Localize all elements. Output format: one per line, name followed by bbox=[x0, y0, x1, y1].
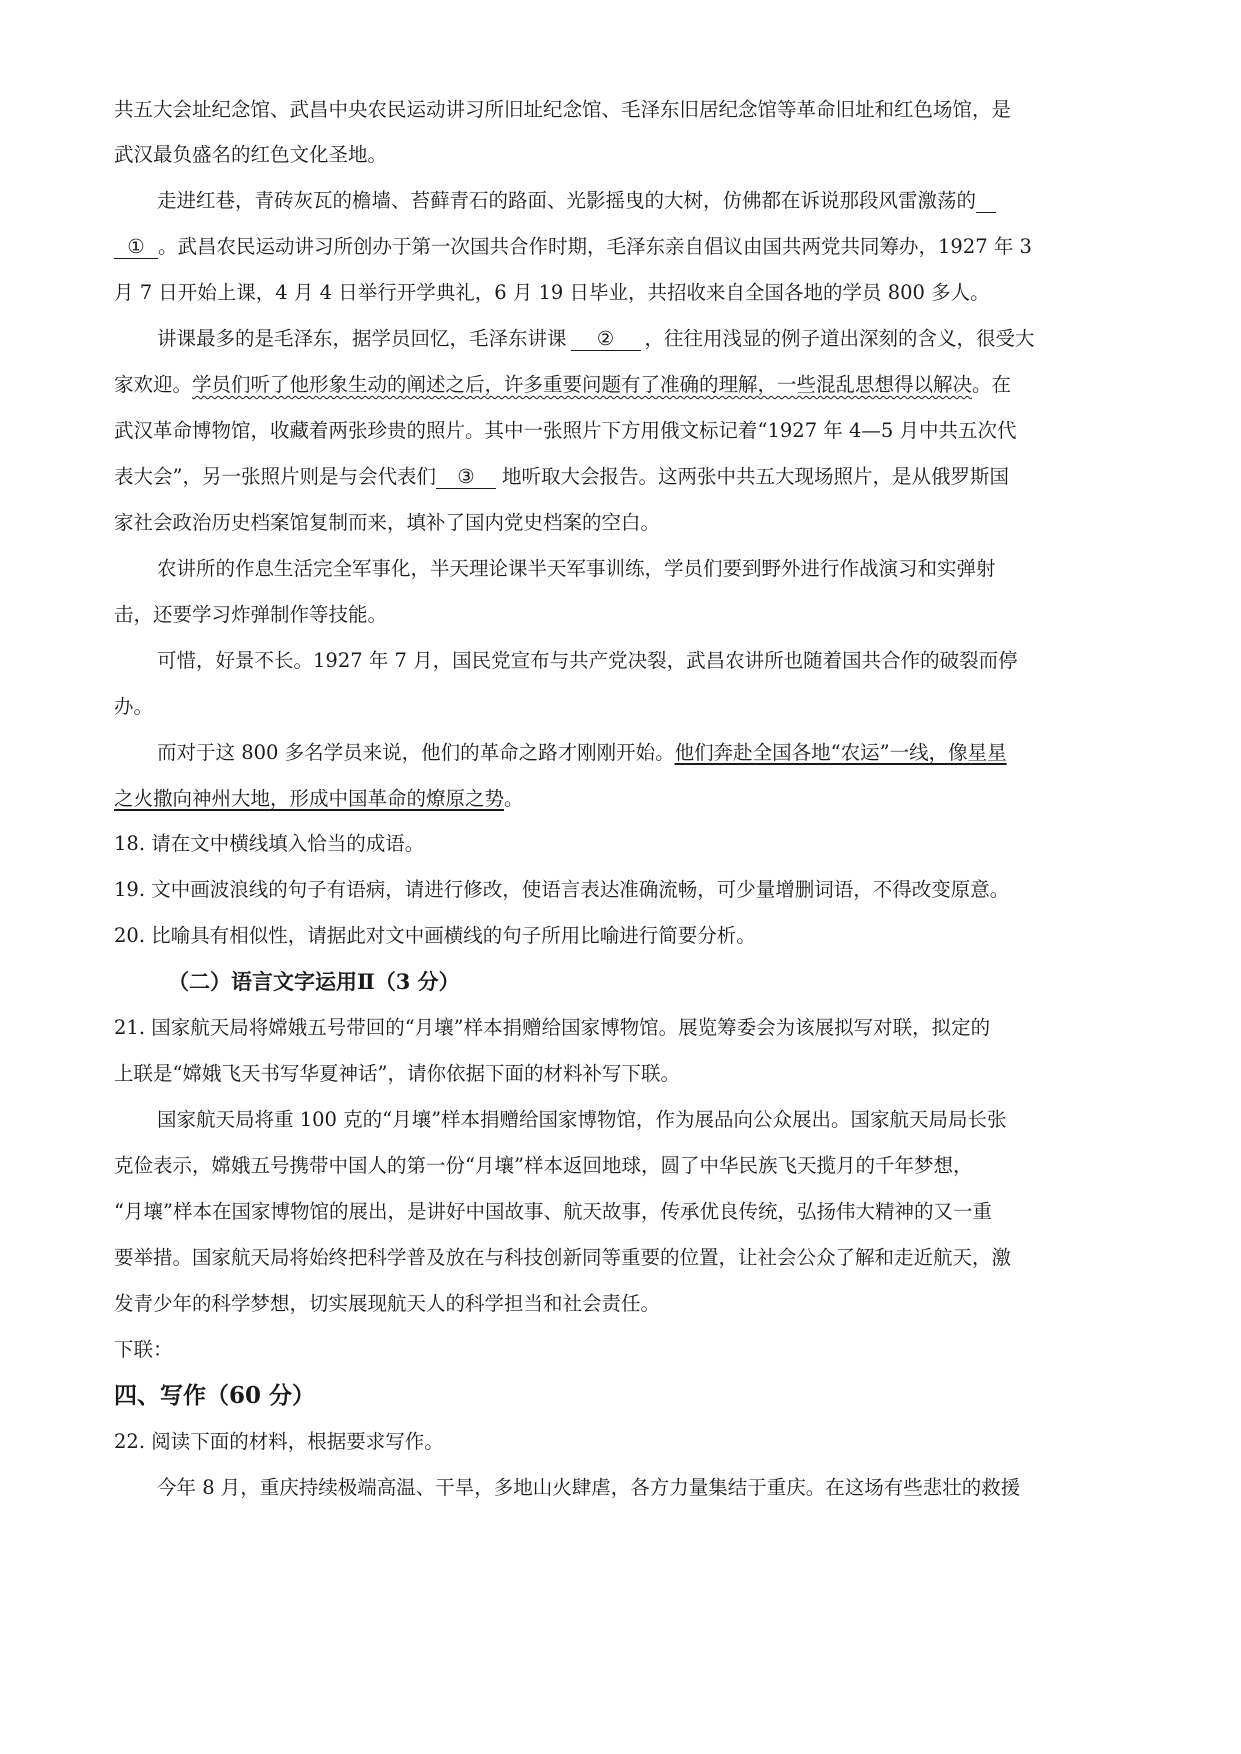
passage-line-1: 共五大会址纪念馆、武昌中央农民运动讲习所旧址纪念馆、毛泽东旧居纪念馆等革命旧址和红色场馆，是 bbox=[114, 98, 1012, 121]
passage-text: 地听取大会报告。这两张中共五大现场照片，是从俄罗斯国 bbox=[501, 465, 1009, 488]
passage-line-8: 武汉革命博物馆，收藏着两张珍贵的照片。其中一张照片下方用俄文标记着“1927 年 4—5 月中共五次代 bbox=[114, 419, 1017, 442]
blank-1: ① bbox=[114, 236, 158, 259]
material-line-4: 要举措。国家航天局将始终把科学普及放在与科技创新同等重要的位置，让社会公众了解和走近航天，激 bbox=[114, 1246, 1012, 1269]
question-20: 20. 比喻具有相似性，请据此对文中画横线的句子所用比喻进行简要分析。 bbox=[114, 924, 756, 947]
passage-line-5: 月 7 日开始上课，4 月 4 日举行开学典礼，6 月 19 日毕业，共招收来自全国各地的学员 800 多人。 bbox=[114, 281, 990, 304]
blank-1-tail bbox=[976, 190, 996, 213]
passage-line-10: 家社会政治历史档案馆复制而来，填补了国内党史档案的空白。 bbox=[114, 511, 661, 534]
passage-text: 。在 bbox=[972, 373, 1012, 396]
passage-line-4 bbox=[114, 233, 1032, 261]
material-line-2: 克俭表示，嫦娥五号携带中国人的第一份“月壤”样本返回地球，圆了中华民族飞天揽月的千年梦想， bbox=[114, 1154, 973, 1177]
passage-text: ，往往用浅显的例子道出深刻的含义，很受大 bbox=[644, 327, 1035, 350]
wavy-underlined-sentence: 学员们听了他形象生动的阐述之后，许多重要问题有了准确的理解，一些混乱思想得以解决 bbox=[192, 373, 973, 396]
passage-line-13: 可惜，好景不长。1927 年 7 月，国民党宣布与共产党决裂，武昌农讲所也随着国共合作的破裂而停 bbox=[157, 649, 1018, 672]
question-19: 19. 文中画波浪线的句子有语病，请进行修改，使语言表达准确流畅，可少量增删词语，不得改变原意。 bbox=[114, 878, 1010, 901]
underlined-sentence: 他们奔赴全国各地“农运”一线，像星星 bbox=[674, 741, 1007, 764]
passage-text: 家欢迎。 bbox=[114, 373, 193, 396]
passage-line-9 bbox=[114, 463, 1009, 491]
passage-text: 。武昌农民运动讲习所创办于第一次国共合作时期，毛泽东亲自倡议由国共两党共同筹办，1927 年 3 bbox=[158, 235, 1032, 258]
underlined-sentence: 之火撒向神州大地，形成中国革命的燎原之势 bbox=[114, 787, 505, 810]
question-22: 22. 阅读下面的材料，根据要求写作。 bbox=[114, 1430, 444, 1453]
passage-text: 表大会”，另一张照片则是与会代表们 bbox=[114, 465, 436, 488]
answer-label: 下联： bbox=[114, 1338, 173, 1361]
passage-line-14: 办。 bbox=[114, 695, 154, 718]
passage-line-3 bbox=[157, 187, 996, 215]
blank-3: ③ bbox=[436, 466, 496, 489]
passage-text: 。 bbox=[504, 787, 524, 810]
passage-text: 走进红巷，青砖灰瓦的檐墙、苔藓青石的路面、光影摇曳的大树，仿佛都在诉说那段风雷激荡的 bbox=[157, 189, 977, 212]
passage-line-6 bbox=[157, 325, 1035, 353]
blank-2: ② bbox=[571, 328, 641, 351]
passage-text: 而对于这 800 多名学员来说，他们的革命之路才刚刚开始。 bbox=[157, 741, 675, 764]
material-line-3: “月壤”样本在国家博物馆的展出，是讲好中国故事、航天故事，传承优良传统，弘扬伟大精神的又一重 bbox=[114, 1200, 992, 1223]
material-line-1: 国家航天局将重 100 克的“月壤”样本捐赠给国家博物馆，作为展品向公众展出。国家航天局局长张 bbox=[157, 1108, 1007, 1131]
passage-text: 讲课最多的是毛泽东，据学员回忆，毛泽东讲课 bbox=[157, 327, 567, 350]
writing-material-line-1: 今年 8 月，重庆持续极端高温、干旱，多地山火肆虐，各方力量集结于重庆。在这场有些悲壮的救援 bbox=[157, 1476, 1021, 1499]
passage-line-15 bbox=[157, 739, 1007, 767]
question-21-line-2: 上联是“嫦娥飞天书写华夏神话”，请你依据下面的材料补写下联。 bbox=[114, 1062, 680, 1085]
question-21-line-1: 21. 国家航天局将嫦娥五号带回的“月壤”样本捐赠给国家博物馆。展览筹委会为该展拟写对联，拟定的 bbox=[114, 1016, 991, 1039]
question-18: 18. 请在文中横线填入恰当的成语。 bbox=[114, 832, 425, 855]
passage-line-11: 农讲所的作息生活完全军事化，半天理论课半天军事训练，学员们要到野外进行作战演习和实弹射 bbox=[157, 557, 996, 580]
passage-line-16 bbox=[114, 785, 524, 813]
passage-line-2: 武汉最负盛名的红色文化圣地。 bbox=[114, 143, 388, 166]
section-heading-4: 四、写作（60 分） bbox=[114, 1382, 316, 1409]
passage-line-12: 击，还要学习炸弹制作等技能。 bbox=[114, 603, 388, 626]
section-heading-2: （二）语言文字运用Ⅱ（3 分） bbox=[168, 969, 460, 994]
material-line-5: 发青少年的科学梦想，切实展现航天人的科学担当和社会责任。 bbox=[114, 1292, 661, 1315]
passage-line-7 bbox=[114, 371, 1011, 399]
